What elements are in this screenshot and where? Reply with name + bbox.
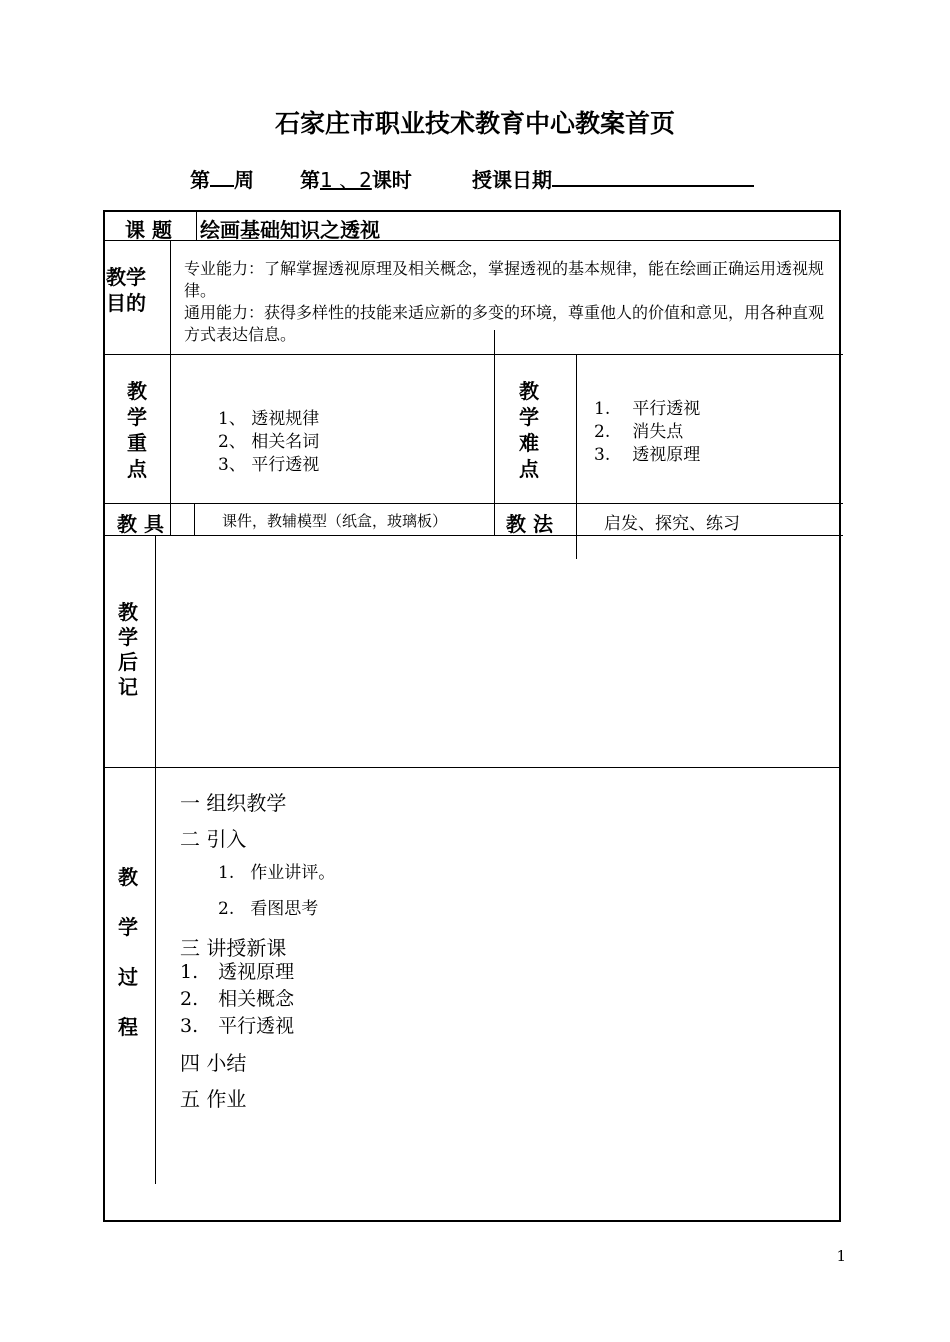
list-item: 1、 透视规律 — [218, 409, 320, 429]
tools-label: 教 具 — [117, 512, 164, 536]
col-divider — [194, 504, 195, 535]
list-item: 2. 消失点 — [594, 422, 684, 442]
process-label-2: 学 — [118, 915, 138, 939]
methods-value: 启发、探究、练习 — [604, 514, 740, 534]
date-field — [472, 164, 754, 193]
row-divider — [103, 354, 843, 355]
col-divider — [155, 536, 156, 1184]
methods-label: 教 法 — [506, 512, 553, 536]
page-title: 石家庄市职业技术教育中心教案首页 — [274, 109, 675, 138]
row-divider — [103, 767, 841, 768]
list-item: 1. 平行透视 — [594, 399, 701, 419]
list-item: 2. 相关概念 — [180, 988, 295, 1010]
period-prefix: 第 — [300, 168, 320, 192]
week-suffix: 周 — [234, 168, 254, 192]
list-item: 2. 看图思考 — [218, 899, 319, 919]
list-item: 3. 透视原理 — [594, 445, 701, 465]
tools-value: 课件，教辅模型（纸盒，玻璃板） — [222, 512, 448, 530]
date-label: 授课日期 — [472, 168, 552, 192]
process-label-4: 程 — [118, 1015, 138, 1039]
col-divider — [196, 211, 197, 240]
week-field — [190, 164, 254, 193]
topic-value: 绘画基础知识之透视 — [200, 218, 380, 242]
section-intro: 二 引入 — [180, 827, 247, 851]
week-blank[interactable] — [210, 165, 234, 187]
table-border-bottom — [103, 1220, 841, 1222]
section-organize: 一 组织教学 — [180, 791, 287, 815]
section-new-lesson: 三 讲授新课 — [180, 936, 287, 960]
list-item: 1. 作业讲评。 — [218, 863, 336, 883]
difficulties-label: 教学难点 — [519, 379, 539, 481]
col-divider — [576, 354, 577, 559]
week-prefix: 第 — [190, 168, 210, 192]
list-item: 3. 平行透视 — [180, 1015, 295, 1037]
process-label-3: 过 — [118, 965, 138, 989]
list-item: 1. 透视原理 — [180, 961, 295, 983]
topic-label: 课 题 — [125, 218, 172, 242]
row-divider — [103, 535, 843, 536]
section-summary: 四 小结 — [180, 1051, 247, 1075]
page-number: 1 — [836, 1247, 846, 1265]
col-divider — [170, 241, 171, 535]
section-homework: 五 作业 — [180, 1087, 247, 1111]
reflection-label: 教学后记 — [118, 600, 138, 699]
period-suffix: 课时 — [371, 168, 412, 192]
col-divider — [494, 330, 495, 535]
row-divider — [103, 503, 843, 504]
table-border-top — [103, 210, 841, 212]
key-points-label: 教学重点 — [127, 379, 147, 481]
date-blank[interactable] — [552, 165, 754, 187]
list-item: 3、 平行透视 — [218, 455, 320, 475]
period-value: 1 、2 — [320, 168, 372, 192]
period-field — [300, 164, 412, 193]
objectives-text: 专业能力：了解掌握透视原理及相关概念，掌握透视的基本规律，能在绘画正确运用透视规律。 通用能力：获得多样性的技能来适应新的多变的环境，尊重他人的价值和意见，用各种直观方式表达信息。 — [184, 259, 825, 344]
objectives-label: 教学目的 — [106, 265, 146, 315]
table-border-left — [103, 210, 105, 1222]
table-border-right — [839, 210, 841, 1222]
list-item: 2、 相关名词 — [218, 432, 320, 452]
process-label-1: 教 — [118, 865, 138, 889]
